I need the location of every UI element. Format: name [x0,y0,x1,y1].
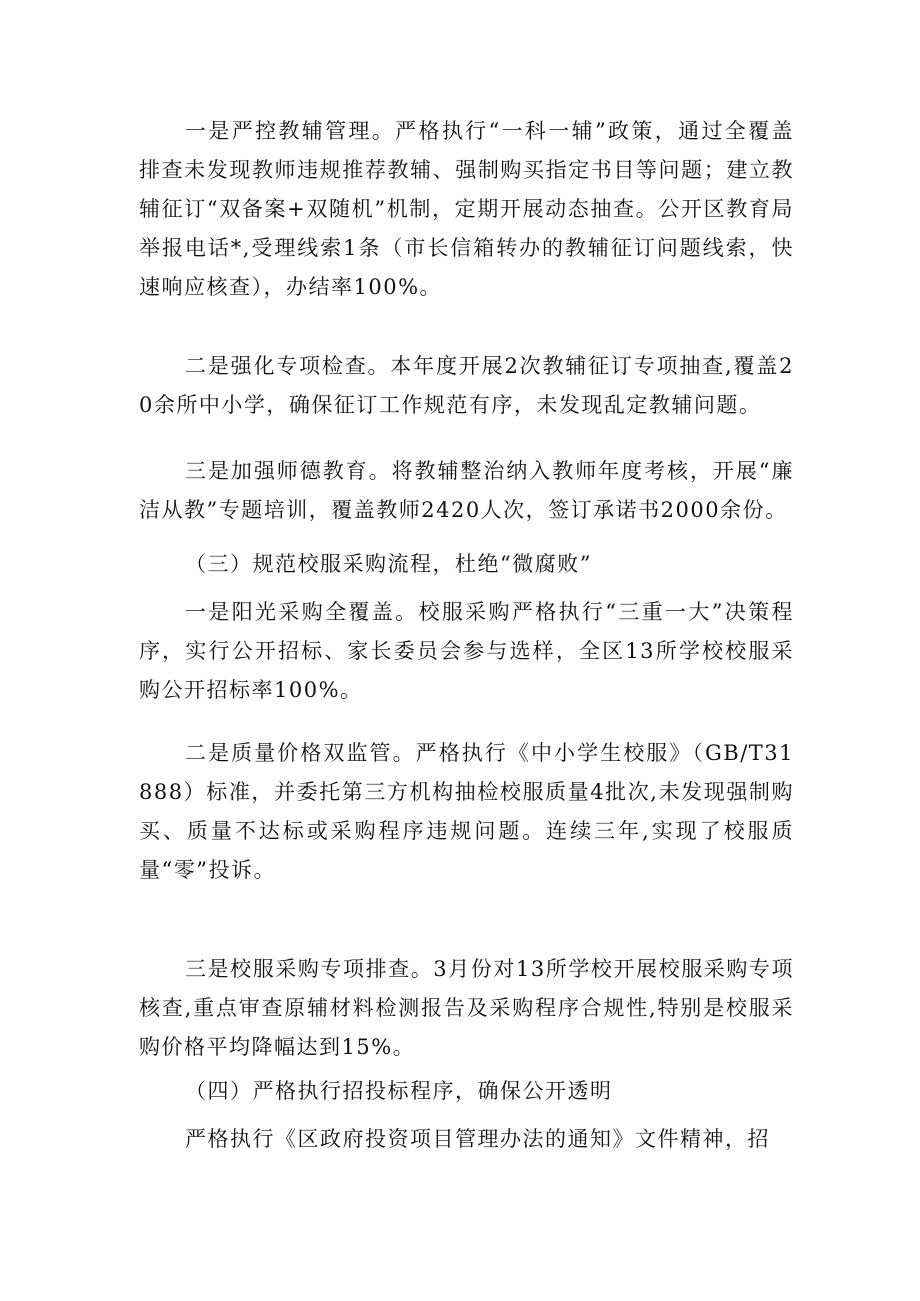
paragraph-quality-price-supervision: 二是质量价格双监管。严格执行《中小学生校服》（GB/T31888）标准，并委托第三方机构抽检校服质量4批次,未发现强制购买、质量不达标或采购程序违规问题。连续三年,实现了校服质量“零”投诉。 [139,741,794,882]
paragraph-special-inspection: 二是强化专项检查。本年度开展2次教辅征订专项抽查,覆盖20余所中小学，确保征订工作规范有序，未发现乱定教辅问题。 [139,354,794,417]
paragraph-ethics-education: 三是加强师德教育。将教辅整治纳入教师年度考核，开展“廉洁从教”专题培训，覆盖教师2420人次，签订承诺书2000余份。 [139,459,794,522]
section-heading-bidding-procedure: （四）严格执行招投标程序，确保公开透明 [185,1079,613,1103]
paragraph-open-procurement: 一是阳光采购全覆盖。校服采购严格执行“三重一大”决策程序，实行公开招标、家长委员会参与选样，全区13所学校校服采购公开招标率100%。 [139,600,794,702]
paragraph-bidding-execution: 严格执行《区政府投资项目管理办法的通知》文件精神，招 [185,1127,770,1151]
section-heading-uniform-procurement: （三）规范校服采购流程，杜绝“微腐败” [185,552,592,576]
paragraph-textbook-management: 一是严控教辅管理。严格执行“一科一辅”政策，通过全覆盖排查未发现教师违规推荐教辅、强制购买指定书目等问题；建立教辅征订“双备案+双随机”机制，定期开展动态抽查。公开区教育局举报电话*,受理线索1条（市长信箱转办的教辅征订问题线索，快速响应核查），办结率100%。 [139,119,794,299]
paragraph-uniform-investigation: 三是校服采购专项排查。3月份对13所学校开展校服采购专项核查,重点审查原辅材料检测报告及采购程序合规性,特别是校服采购价格平均降幅达到15%。 [139,957,794,1059]
